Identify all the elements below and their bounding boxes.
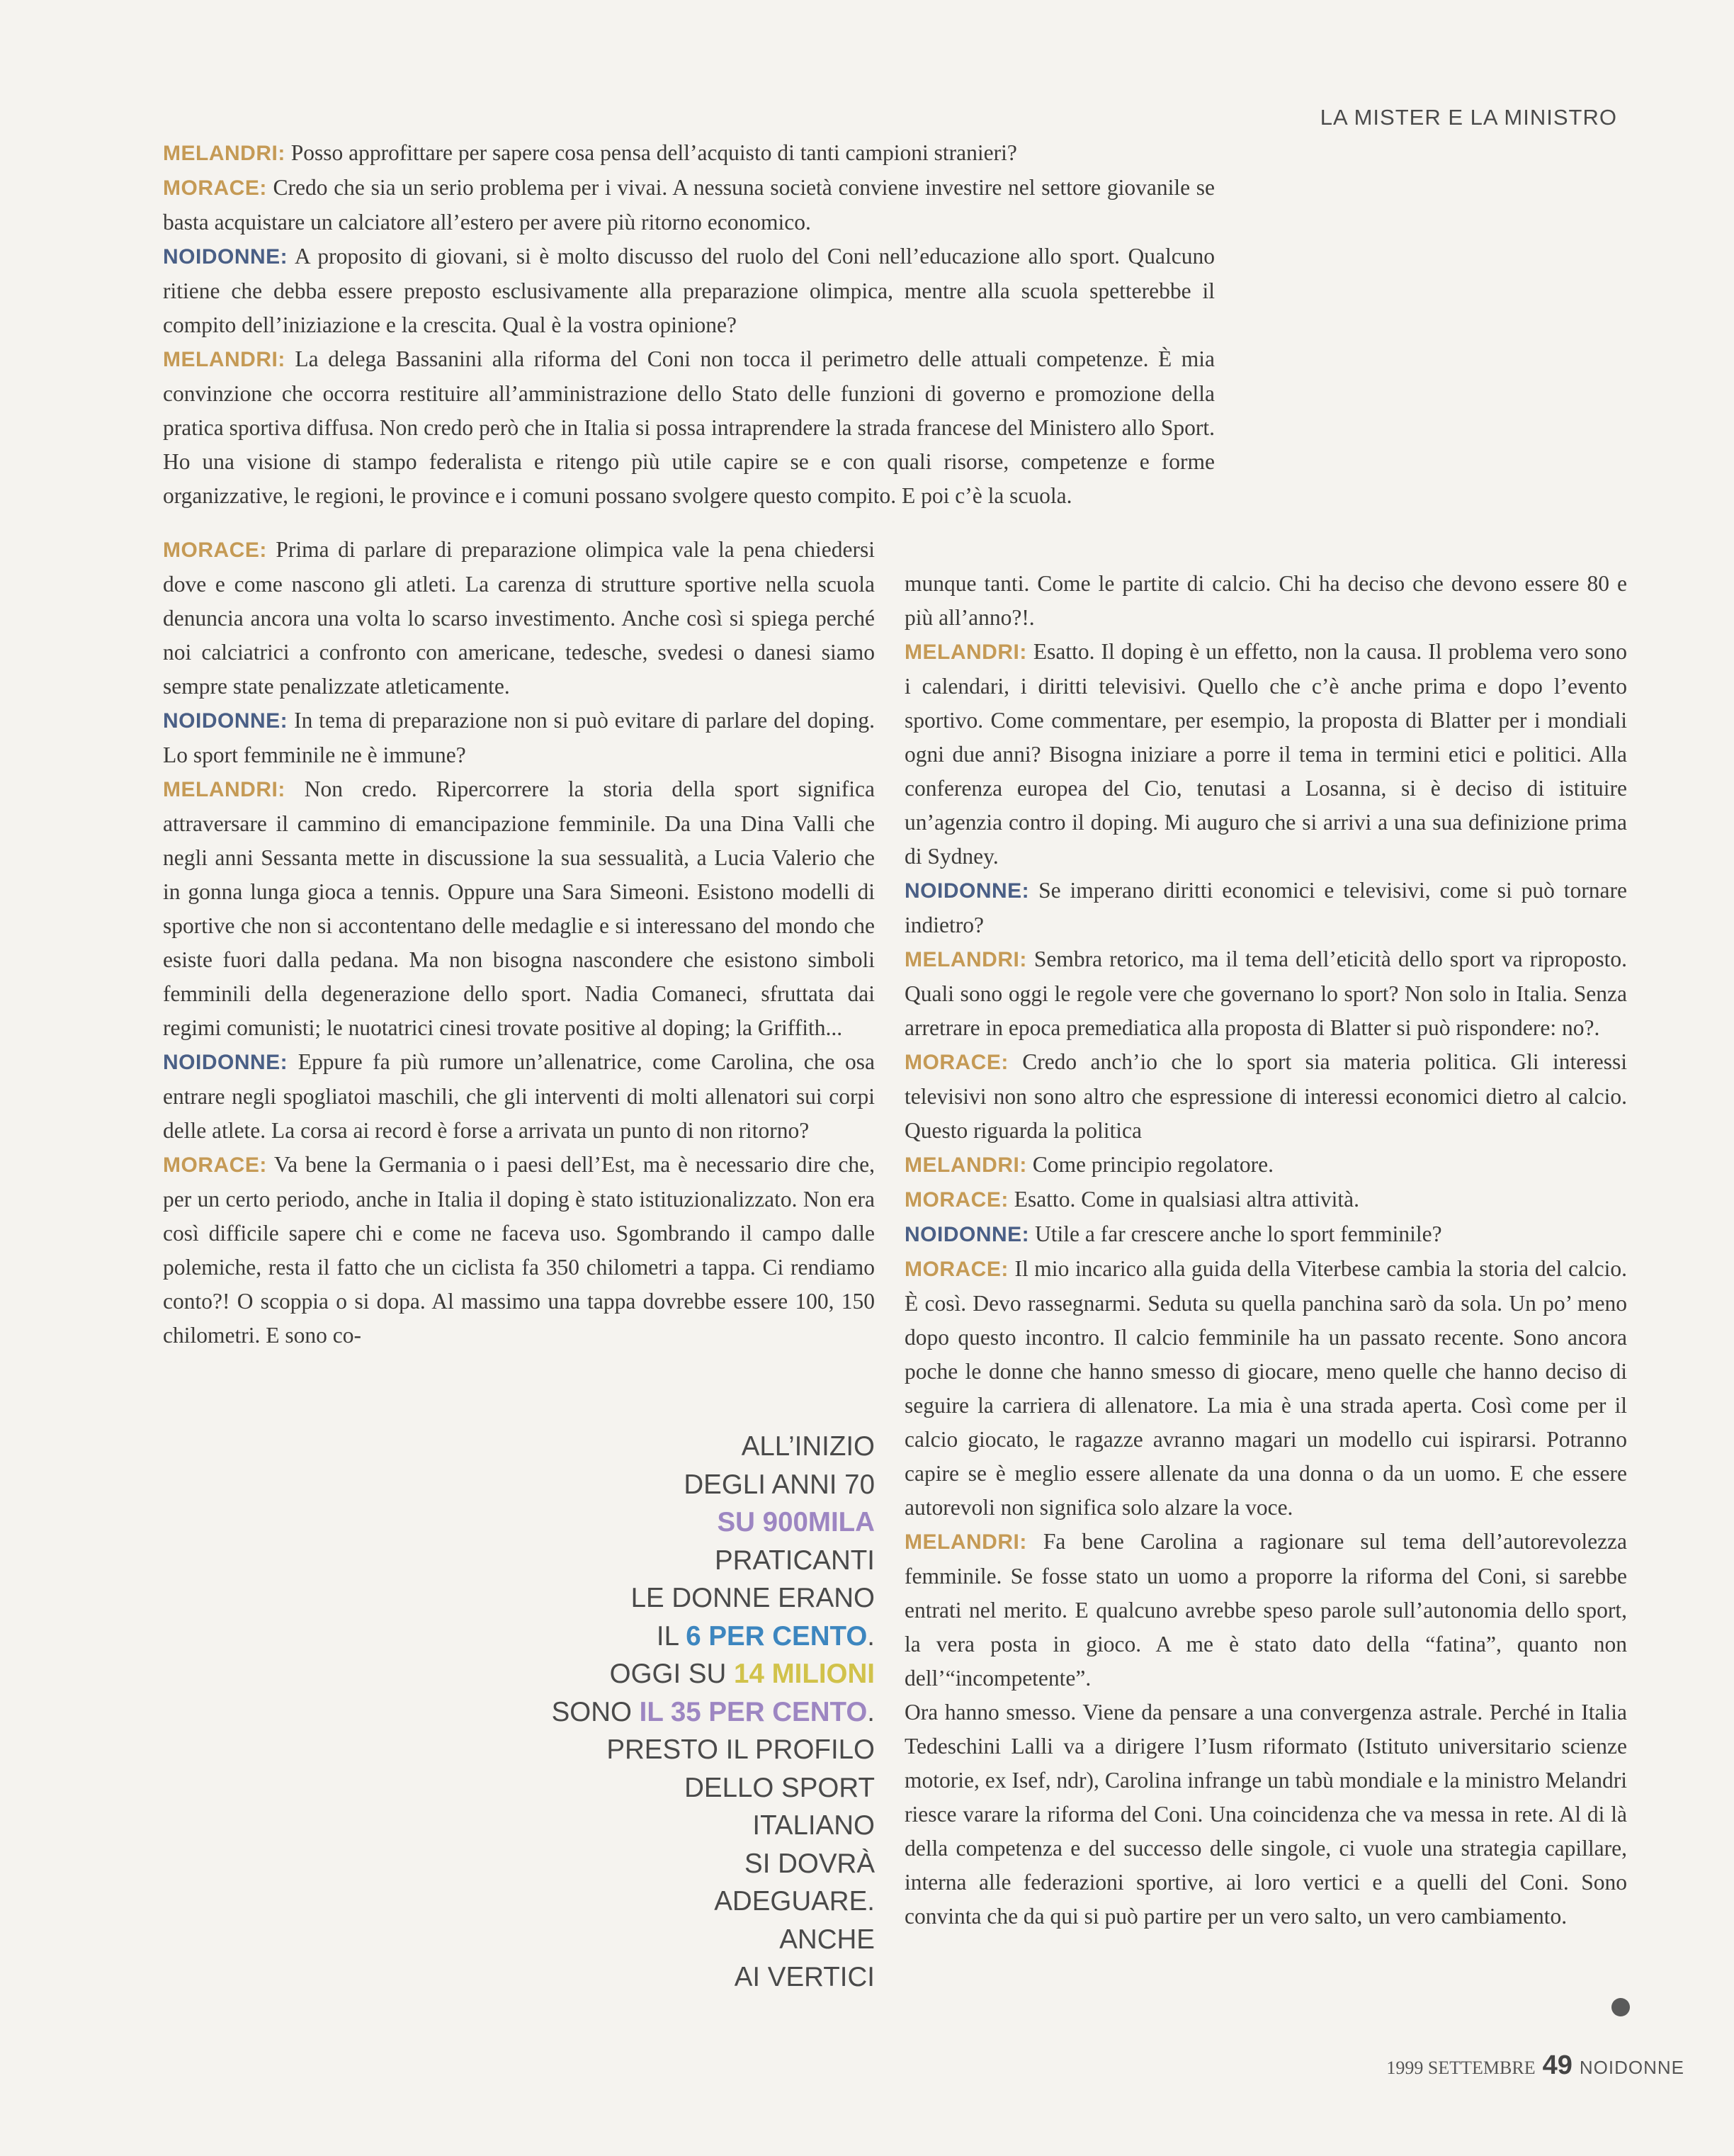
dialogue-paragraph: [905, 874, 1627, 942]
pull-line: PRESTO IL PROFILO: [606, 1734, 875, 1765]
speaker-label: MELANDRI:: [163, 142, 285, 165]
paragraph-text: Utile a far crescere anche lo sport femminile?: [1035, 1221, 1442, 1246]
pull-highlight: IL 35 PER CENTO: [639, 1696, 868, 1727]
dialogue-paragraph: [163, 704, 875, 772]
speaker-label: MORACE:: [905, 1051, 1009, 1074]
speaker-label: MELANDRI:: [905, 640, 1027, 664]
pull-line: OGGI SU 14 MILIONI: [609, 1659, 875, 1689]
dialogue-paragraph: [905, 942, 1627, 1045]
speaker-label: NOIDONNE:: [905, 879, 1030, 903]
dialogue-paragraph: [905, 1217, 1627, 1252]
speaker-label: MELANDRI:: [905, 1153, 1027, 1177]
pull-line: ITALIANO: [752, 1810, 875, 1841]
paragraph-text: Va bene la Germania o i paesi dell’Est, ma è necessario dire che, per un certo periodo, anche in Italia il doping è stato istituzionalizzato. Non era così difficile sapere chi e come ne faceva uso. Sgombrando il campo dalle polemiche, resta il fatto che un ciclista fa 350 chilometri a tappa. Ci rendiamo conto?! O scoppia o si dopa. Al massimo una tappa dovrebbe essere 100, 150 chilometri. E sono co-: [163, 1152, 875, 1348]
pull-line: LE DONNE ERANO: [630, 1583, 875, 1613]
pull-line: ALL’INIZIO: [741, 1431, 875, 1462]
dialogue-paragraph: [163, 1045, 875, 1148]
dialogue-paragraph: [905, 1695, 1627, 1934]
pull-line: SI DOVRÀ: [744, 1848, 875, 1879]
dialogue-paragraph: [163, 533, 875, 704]
right-column: [905, 567, 1627, 1934]
end-of-article-bullet-icon: [1611, 1998, 1630, 2016]
paragraph-text: Ora hanno smesso. Viene da pensare a una convergenza astrale. Perché in Italia Tedeschini Lalli va a dirigere l’Iusm riformato (Istituto universitario scienze motorie, ex Isef, ndr), Carolina infrange un tabù mondiale e la ministro Melandri riesce varare la riforma del Coni. Una coincidenza che va messa in rete. Al di là della competenza e del successo delle singole, ci vuole una strategia capillare, interna alle federazioni sportive, ai loro vertici e a quelli del Coni. Sono convinta che da qui si può partire per un vero salto, un vero cambiamento.: [905, 1700, 1627, 1929]
speaker-label: MORACE:: [905, 1258, 1009, 1281]
paragraph-text: Esatto. Il doping è un effetto, non la causa. Il problema vero sono i calendari, i diritti televisivi. Quello che c’è anche prima e dopo l’evento sportivo. Come commentare, per esempio, la proposta di Blatter per i mondiali ogni due anni? Bisogna iniziare a porre il tema in termini etici e politici. Alla conferenza europea del Cio, tenutasi a Losanna, si è deciso di istituire un’agenzia contro il doping. Mi auguro che si arrivi a una sua definizione prima di Sydney.: [905, 639, 1627, 869]
pull-line: SONO IL 35 PER CENTO.: [551, 1696, 875, 1727]
paragraph-text: Eppure fa più rumore un’allenatrice, come Carolina, che osa entrare negli spogliatoi maschili, che gli interventi di molti allenatori sui corpi delle atlete. La corsa ai record è forse a arrivata un punto di non ritorno?: [163, 1049, 876, 1143]
dialogue-paragraph: [905, 1525, 1627, 1695]
top-article-block: [163, 136, 1215, 513]
paragraph-text: Esatto. Come in qualsiasi altra attività.: [1014, 1187, 1359, 1212]
pull-line: DELLO SPORT: [684, 1772, 875, 1803]
speaker-label: MORACE:: [163, 1153, 267, 1177]
speaker-label: NOIDONNE:: [163, 245, 288, 269]
dialogue-paragraph: [163, 136, 1215, 171]
paragraph-text: Prima di parlare di preparazione olimpica vale la pena chiedersi dove e come nascono gli atleti. La carenza di strutture sportive nella scuola denuncia ancora una volta lo scarso investimento. Anche così si spiega perché noi calciatrici a confronto con americane, tedesche, svedesi o danesi siamo sempre state penalizzate atleticamente.: [163, 537, 875, 699]
speaker-label: MELANDRI:: [163, 778, 285, 801]
speaker-label: NOIDONNE:: [905, 1223, 1030, 1246]
speaker-label: MELANDRI:: [905, 948, 1027, 971]
speaker-label: MORACE:: [163, 538, 267, 562]
page-number: 49: [1542, 2050, 1572, 2080]
paragraph-text: La delega Bassanini alla riforma del Coni non tocca il perimetro delle attuali competenze. È mia convinzione che occorra restituire all’amministrazione dello Stato delle funzioni di governo e promozione della pratica sportiva diffusa. Non credo però che in Italia si possa intraprendere la strada francese del Ministero allo Sport. Ho una visione di stampo federalista e ritengo più utile capire se e con quali risorse, competenze e forme organizzative, le regioni, le province e i comuni possano svolgere questo compito. E poi c’è la scuola.: [163, 346, 1216, 508]
dialogue-paragraph: [905, 1252, 1627, 1525]
paragraph-text: In tema di preparazione non si può evitare di parlare del doping. Lo sport femminile ne è immune?: [163, 708, 875, 767]
speaker-label: NOIDONNE:: [163, 709, 288, 733]
pull-line: ANCHE: [779, 1924, 875, 1955]
issue-date: 1999 SETTEMBRE: [1386, 2058, 1536, 2078]
magazine-name: NOIDONNE: [1579, 2057, 1684, 2078]
dialogue-paragraph: [163, 1148, 875, 1353]
pull-line: DEGLI ANNI 70: [684, 1469, 875, 1500]
left-column: [163, 533, 875, 1353]
paragraph-text: Se imperano diritti economici e televisivi, come si può tornare indietro?: [905, 878, 1628, 937]
paragraph-text: Posso approfittare per sapere cosa pensa dell’acquisto di tanti campioni stranieri?: [290, 140, 1017, 165]
dialogue-paragraph: [163, 239, 1215, 342]
running-header: LA MISTER E LA MINISTRO: [1320, 105, 1617, 130]
paragraph-text: Sembra retorico, ma il tema dell’eticità dello sport va riproposto. Quali sono oggi le regole vere che governano lo sport? Non solo in Italia. Senza arretrare in epoca premediatica alla proposta di Blatter si può rispondere: no?.: [905, 947, 1628, 1040]
pull-line: AI VERTICI: [734, 1962, 875, 1992]
dialogue-paragraph: [905, 1183, 1627, 1217]
paragraph-text: Fa bene Carolina a ragionare sul tema dell’autorevolezza femminile. Se fosse stato un uomo a proporre la riforma del Coni, si sarebbe entrati nel merito. E qualcuno avrebbe speso parole sull’autonomia dello sport, la vera posta in gioco. A me è stato dato della “fatina”, quanto non dell’“incompetente”.: [905, 1529, 1628, 1691]
pull-line: PRATICANTI: [714, 1545, 875, 1576]
page-footer: [1386, 2050, 1684, 2081]
paragraph-text: A proposito di giovani, si è molto discusso del ruolo del Coni nell’educazione allo sport. Qualcuno ritiene che debba essere preposto esclusivamente alla preparazione olimpica, mentre alla scuola spetterebbe il compito dell’iniziazione e la crescita. Qual è la vostra opinione?: [163, 244, 1215, 337]
paragraph-text: Il mio incarico alla guida della Viterbese cambia la storia del calcio. È così. Devo rassegnarmi. Seduta su quella panchina sarò da sola. Un po’ meno dopo questo incontro. Il calcio femminile ha un passato recente. Sono ancora poche le donne che hanno smesso di giocare, meno quelle che hanno deciso di seguire la carriera di allenatore. La mia è una strada aperta. Così come per il calcio giocato, le ragazze avranno magari un modello cui ispirarsi. Potranno capire se è meglio essere allenate da una donna o da un uomo. E che essere autorevoli non significa solo alzare la voce.: [905, 1256, 1628, 1520]
speaker-label: MELANDRI:: [163, 348, 285, 371]
dialogue-paragraph: [905, 1045, 1627, 1148]
pull-line: IL 6 PER CENTO.: [656, 1620, 875, 1652]
speaker-label: MORACE:: [905, 1188, 1009, 1212]
dialogue-paragraph: [163, 342, 1215, 513]
pull-line-highlight: SU 900MILA: [717, 1507, 875, 1537]
speaker-label: MELANDRI:: [905, 1530, 1027, 1554]
dialogue-paragraph: [163, 772, 875, 1045]
pull-line: ADEGUARE.: [714, 1886, 875, 1917]
dialogue-paragraph: [905, 1148, 1627, 1183]
paragraph-text: Come principio regolatore.: [1032, 1152, 1274, 1177]
paragraph-text: Non credo. Ripercorrere la storia della sport significa attraversare il cammino di emancipazione femminile. Da una Dina Valli che negli anni Sessanta mette in discussione la sua sessualità, a Lucia Valerio che in gonna lunga gioca a tennis. Oppure una Sara Simeoni. Esistono modelli di sportive che non si accontentano delle medaglie e si interessano del mondo che esiste fuori dalla pedana. Ma non bisogna nascondere che esistono simboli femminili della degenerazione dello sport. Nadia Comaneci, sfruttata dai regimi comunisti; le nuotatrici cinesi trovate positive al doping; la Griffith...: [163, 777, 876, 1040]
dialogue-paragraph: [905, 635, 1627, 874]
speaker-label: NOIDONNE:: [163, 1051, 288, 1074]
paragraph-text: munque tanti. Come le partite di calcio. Chi ha deciso che devono essere 80 e più all’anno?!.: [905, 571, 1627, 630]
pull-quote: [478, 1428, 875, 1997]
pull-highlight: 14 MILIONI: [734, 1659, 875, 1689]
speaker-label: MORACE:: [163, 176, 267, 200]
dialogue-paragraph: [905, 567, 1627, 635]
paragraph-text: Credo che sia un serio problema per i vivai. A nessuna società conviene investire nel settore giovanile se basta acquistare un calciatore all’estero per avere più ritorno economico.: [163, 175, 1216, 235]
pull-highlight: 6 PER CENTO: [686, 1620, 868, 1652]
dialogue-paragraph: [163, 171, 1215, 239]
paragraph-text: Credo anch’io che lo sport sia materia politica. Gli interessi televisivi non sono altro che espressione di interessi economici dietro al calcio. Questo riguarda la politica: [905, 1049, 1628, 1143]
